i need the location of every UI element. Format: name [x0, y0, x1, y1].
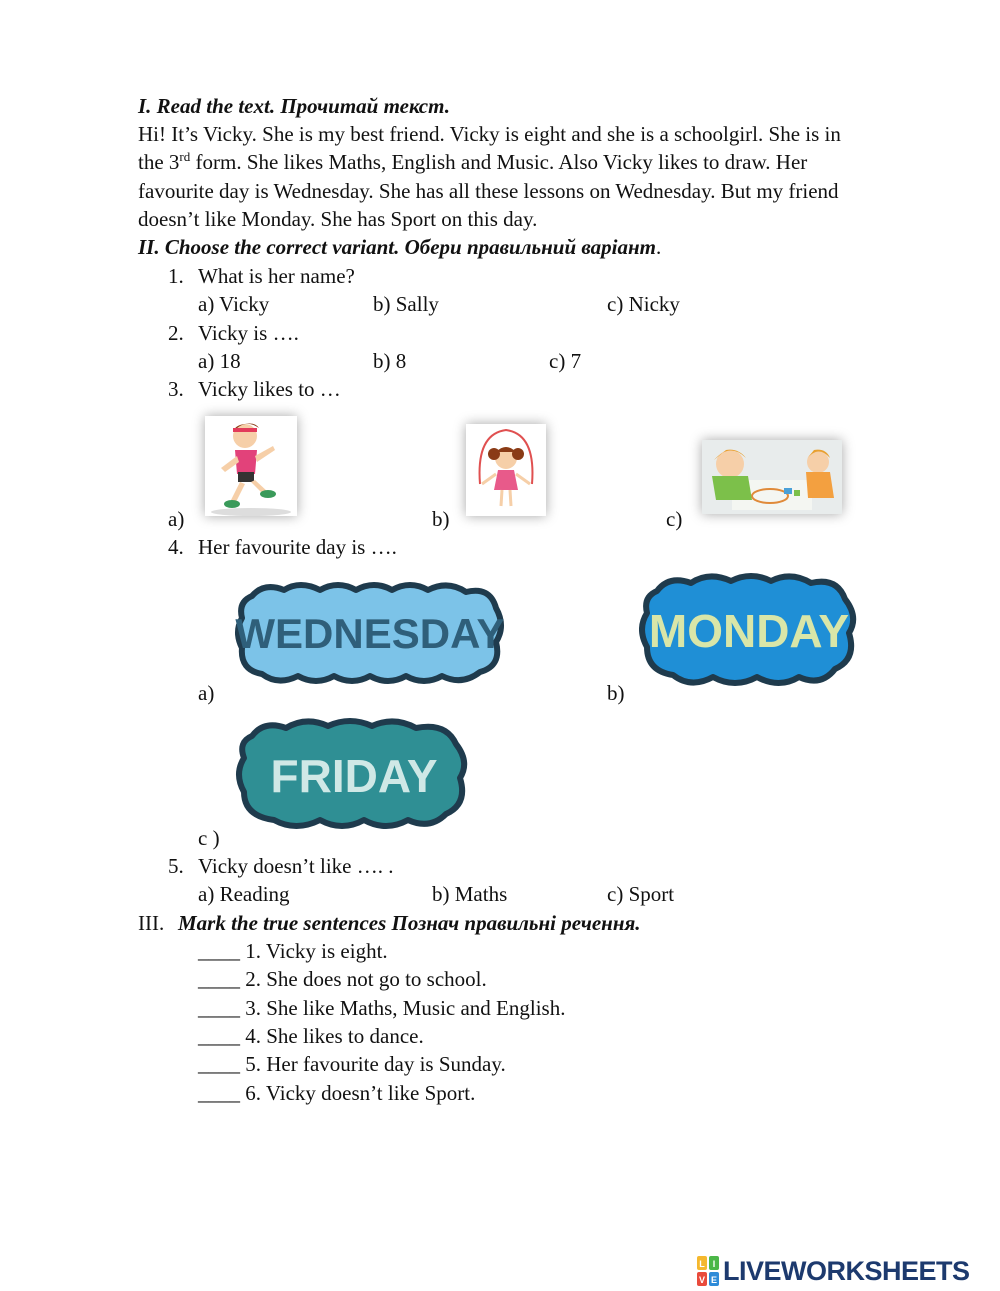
reading-text-line-2: the 3rd form. She likes Maths, English and Music. Also Vicky likes to draw. Her — [138, 149, 808, 174]
reading-text-line-4: doesn’t like Monday. She has Sport on this day. — [138, 207, 538, 231]
true-sentence-6[interactable]: ____ 6. Vicky doesn’t like Sport. — [198, 1081, 476, 1105]
drawing-children-image[interactable] — [702, 440, 842, 514]
svg-text:L: L — [699, 1259, 705, 1269]
liveworksheets-logo-text: LIVEWORKSHEETS — [723, 1255, 970, 1286]
question-2-option-c[interactable]: c) 7 — [549, 349, 582, 373]
section-2-heading: II. Choose the correct variant. Обери правильний варіант. — [138, 235, 662, 259]
svg-text:I: I — [712, 1259, 716, 1269]
running-girl-image[interactable] — [205, 416, 297, 516]
liveworksheets-logo-icon — [697, 1256, 719, 1286]
monday-badge-image[interactable] — [639, 571, 861, 691]
true-sentence-4[interactable]: ____ 4. She likes to dance. — [198, 1024, 424, 1048]
question-2-number: 2. — [168, 321, 184, 345]
question-5-number: 5. — [168, 854, 184, 878]
section-3-heading: Mark the true sentences Познач правильні речення. — [178, 911, 641, 935]
skipping-girl-image[interactable] — [466, 424, 546, 516]
question-5-option-c[interactable]: c) Sport — [607, 882, 675, 906]
friday-word: FRIDAY — [270, 750, 438, 802]
true-sentence-3[interactable]: ____ 3. She like Maths, Music and English. — [198, 996, 566, 1020]
question-4-number: 4. — [168, 535, 184, 559]
liveworksheets-logo[interactable] — [697, 1255, 970, 1287]
monday-word: MONDAY — [648, 605, 850, 657]
true-sentence-2[interactable]: ____ 2. She does not go to school. — [198, 967, 487, 991]
svg-text:E: E — [710, 1275, 718, 1285]
question-1-number: 1. — [168, 264, 184, 288]
question-4-option-a[interactable]: a) — [198, 681, 215, 705]
wednesday-badge-image[interactable] — [234, 578, 506, 688]
question-3-number: 3. — [168, 377, 184, 401]
question-5-option-b[interactable]: b) Maths — [432, 882, 508, 906]
true-sentence-5[interactable]: ____ 5. Her favourite day is Sunday. — [198, 1052, 506, 1076]
question-4-option-b[interactable]: b) — [607, 681, 625, 705]
question-3-option-c[interactable]: c) — [666, 507, 683, 531]
section-3-number: III. — [138, 911, 165, 935]
svg-text:V: V — [698, 1275, 706, 1285]
question-1-option-c[interactable]: c) Nicky — [607, 292, 680, 316]
question-1-option-a[interactable]: a) Vicky — [198, 292, 270, 316]
section-1-heading: I. Read the text. Прочитай текст. — [138, 94, 450, 118]
reading-text-line-1: Hi! It’s Vicky. She is my best friend. Vicky is eight and she is a schoolgirl. She is in — [138, 122, 841, 146]
question-4-text: Her favourite day is …. — [198, 535, 397, 559]
question-3-text: Vicky likes to … — [198, 377, 341, 401]
wednesday-word: WEDNESDAY — [235, 610, 505, 657]
question-3-option-b[interactable]: b) — [432, 507, 450, 531]
question-2-text: Vicky is …. — [198, 321, 299, 345]
question-3-option-a[interactable]: a) — [168, 507, 185, 531]
question-5-text: Vicky doesn’t like …. . — [198, 854, 394, 878]
question-2-option-a[interactable]: a) 18 — [198, 349, 241, 373]
question-1-text: What is her name? — [198, 264, 355, 288]
question-1-option-b[interactable]: b) Sally — [373, 292, 439, 316]
true-sentence-1[interactable]: ____ 1. Vicky is eight. — [198, 939, 388, 963]
question-2-option-b[interactable]: b) 8 — [373, 349, 407, 373]
question-4-option-c[interactable]: c ) — [198, 826, 220, 850]
reading-text-line-3: favourite day is Wednesday. She has all these lessons on Wednesday. But my friend — [138, 179, 839, 203]
friday-badge-image[interactable] — [234, 716, 474, 834]
question-5-option-a[interactable]: a) Reading — [198, 882, 290, 906]
